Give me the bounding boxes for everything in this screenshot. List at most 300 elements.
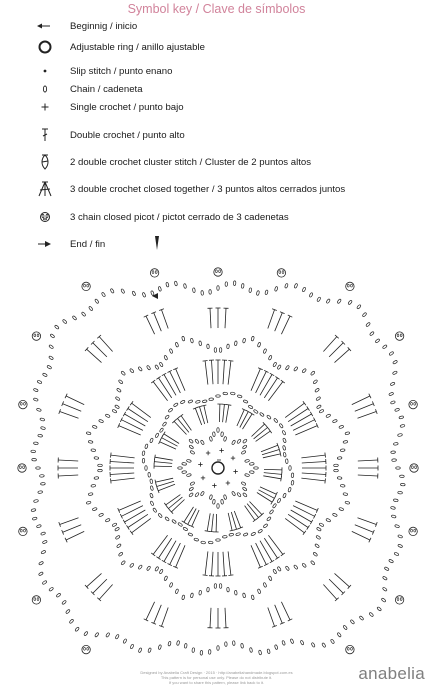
chain-stitch [208,650,211,655]
chain-stitch [251,532,256,536]
chain-stitch [375,338,380,343]
chain-stitch [283,493,287,498]
chain-stitch [217,428,219,433]
picot-stitch [82,282,90,290]
picot-stitch [82,645,90,653]
picot-chain [24,402,26,405]
chain-stitch [263,582,267,587]
double-crochet-stitch [226,405,229,423]
chart-end-marker [155,236,159,250]
chain-stitch [257,589,261,594]
chain-stitch [273,569,277,574]
double-crochet-stitch [58,460,78,461]
chain-stitch [337,632,342,637]
chain-stitch [391,515,396,519]
chain-stitch [337,299,342,304]
chain-stitch [393,442,398,445]
picot-stitch [395,596,403,604]
double-crochet-stitch [240,412,249,428]
chain-stitch [183,527,188,531]
chart-beginning-arrow [152,293,158,299]
double-crochet-stitch [264,378,277,398]
double-crochet-stitch [237,410,244,426]
double-crochet-stitch [251,369,260,391]
picot-stitch [410,464,418,472]
double-crochet-stitch [164,434,179,444]
chain-stitch [225,642,228,647]
chain-stitch [50,334,55,339]
chain-stitch [172,519,177,524]
picot-chain [20,402,22,405]
chain-stitch [227,344,230,349]
double-crochet-stitch [291,510,312,522]
double-crochet-stitch [110,462,134,464]
double-crochet-stitch [160,442,176,449]
chain-stitch [393,499,398,502]
chain-stitch [334,464,339,466]
adjustable-ring-icon [34,39,56,55]
double-crochet-stitch [63,525,81,533]
chain-stitch [146,566,151,571]
chain-stitch [168,641,172,646]
double-crochet-stitch [323,337,336,352]
double-crochet-stitch [212,514,214,532]
chain-stitch [231,440,235,445]
chain-stitch [178,522,183,527]
chain-stitch [316,527,321,531]
chain-stitch [153,508,158,513]
chain-stitch [263,523,268,528]
chain-stitch [49,356,54,361]
picot-chain [397,598,399,601]
chain-stitch [231,491,235,496]
chain-stitch [174,281,177,286]
chain-stitch [212,499,215,504]
double-crochet-stitch [352,531,370,540]
chain-stitch [186,459,191,462]
legend-label: Chain / cadeneta [70,83,143,95]
chain-stitch [230,392,235,395]
chain-stitch [258,529,263,534]
double-crochet-top [307,406,310,410]
double-crochet-stitch [281,602,290,620]
chain-stitch [33,398,38,402]
double-crochet-stitch [184,507,194,522]
chain-stitch [315,388,320,393]
double-crochet-stitch [87,573,102,586]
chain-stitch [94,477,99,480]
double-crochet-stitch [58,475,78,476]
chain-stitch [241,283,244,288]
chain-stitch [36,467,41,469]
chain-stitch [38,434,43,437]
picot-chain [282,271,284,274]
chain-stitch [313,379,318,384]
picot-chain [347,284,349,287]
chain-stitch [168,408,173,413]
chain-stitch [241,450,246,454]
double-crochet-top [209,531,214,532]
picot-icon [34,209,56,225]
double-crochet-stitch [295,501,317,510]
double-crochet-top [230,530,235,531]
chain-stitch [395,524,400,528]
chain-stitch [217,646,219,651]
chain-stitch [92,507,97,511]
double-crochet-top [310,520,313,524]
chain-stitch [337,477,342,480]
chain-stitch [42,580,47,585]
double-crochet-top [303,401,306,405]
chain-stitch [216,395,221,397]
double-crochet-stitch [174,421,186,434]
chain-stitch [294,283,298,288]
chain-stitch [285,459,288,464]
chain-stitch [42,373,47,377]
double-crochet-top [307,525,310,529]
double-crochet-stitch [162,608,169,627]
chain-stitch [332,419,337,423]
legend-row-adjustable-ring [34,39,205,55]
chain-stitch [146,365,151,370]
chain-stitch [148,648,152,653]
double-crochet-stitch [99,585,112,600]
chain-stitch [32,517,37,521]
double-crochet-stitch [245,506,255,521]
chain-stitch [366,322,371,327]
chain-stitch [31,508,36,511]
double-crochet-stitch [247,504,258,518]
double-crochet-stitch [162,438,178,447]
picot-chain [397,334,399,337]
chain-stitch [49,587,54,592]
chain-stitch [37,380,42,384]
picot-chain [20,466,22,469]
chain-stitch [394,552,399,556]
chain-stitch [242,445,247,450]
double-crochet-stitch [153,535,167,554]
chain-stitch [234,341,237,346]
chain-stitch [350,619,355,624]
double-crochet-stitch [335,573,350,586]
double-crochet-stitch [293,506,315,517]
chain-stitch [216,539,221,541]
chain-stitch [251,595,255,600]
double-crochet-top [269,429,272,433]
chain-stitch [142,451,145,456]
chain-stitch [208,541,213,544]
picot-stitch [150,269,158,277]
chain-stitch [237,439,242,444]
double-crochet-stitch [263,454,281,458]
chain-stitch [302,287,306,292]
chain-stitch [285,365,290,370]
legend-row-double-crochet [34,127,185,143]
chain-stitch [36,408,41,412]
double-crochet-stitch [171,500,184,512]
double-crochet-top [275,557,279,560]
double-crochet-stitch [60,518,79,525]
picot-chain [216,270,218,273]
chain-stitch [282,445,286,450]
double-crochet-stitch [329,579,343,593]
double-crochet-top [111,478,112,483]
double-crochet-top [164,503,167,507]
legend-label: Adjustable ring / anillo ajustable [70,41,205,53]
chain-stitch [221,432,224,437]
double-crochet-stitch [251,545,260,567]
double-crochet-stitch [146,316,155,334]
legend-row-picot [34,209,289,225]
chain-stitch [182,462,187,465]
picot-stitch [346,645,354,653]
chain-stitch [395,408,400,412]
double-crochet-stitch [63,404,81,412]
chain-stitch [115,634,119,639]
double-crochet-stitch [132,518,151,532]
double-crochet-top [162,373,166,376]
chain-stitch [183,284,186,289]
chain-stitch [190,450,195,454]
double-crochet-stitch [162,310,169,329]
single-crochet-cross-icon [34,99,56,115]
chain-stitch [195,400,200,404]
double-crochet-stitch [166,495,181,505]
double-crochet-top [281,380,285,383]
double-crochet-top [250,413,254,416]
legend-label: Beginnig / inicio [70,20,138,32]
chain-stitch [277,365,281,370]
double-crochet-stitch [176,545,185,567]
three-dc-together-icon [34,181,56,197]
double-crochet-stitch [216,514,217,532]
chain-stitch [243,400,248,404]
double-crochet-stitch [154,313,162,332]
legend-row-beginning [34,18,137,34]
double-crochet-stitch [66,396,84,405]
chain-stitch [195,439,200,444]
double-crochet-stitch [125,414,146,426]
chain-stitch [273,418,278,423]
chain-stitch [209,495,212,500]
chain-stitch [150,438,154,443]
chain-stitch [209,398,214,401]
chain-stitch [40,418,45,422]
double-crochet-top [179,414,183,417]
chain-stitch [150,501,154,506]
chain-stitch [382,344,387,349]
chain-stitch [150,493,154,498]
double-crochet-stitch [205,361,208,385]
chain-stitch [288,487,292,492]
chain-stitch [116,543,121,548]
double-crochet-top [155,480,156,485]
chain-stitch [302,563,307,568]
double-crochet-stitch [254,428,268,439]
double-crochet-stitch [358,518,377,525]
chain-stitch [237,492,242,497]
double-crochet-top [154,459,155,464]
double-crochet-stitch [268,535,282,554]
chain-stitch [291,480,294,485]
double-crochet-top [281,553,285,556]
double-crochet-top [123,412,126,416]
chain-stitch [165,516,170,521]
double-crochet-stitch [301,478,325,481]
picot-stitch [395,332,403,340]
double-crochet-top [280,451,281,456]
double-crochet-stitch [302,462,326,464]
chain-stitch [115,396,120,401]
chain-stitch [393,360,398,364]
chain-stitch [339,425,344,429]
double-crochet-top [310,412,313,416]
picot-stitch [32,332,40,340]
chain-stitch [316,535,321,540]
chain-stitch [94,457,99,460]
picot-chain [411,402,413,405]
chain-stitch [98,469,103,471]
chain-stitch [268,355,272,360]
double-crochet-stitch [329,343,343,357]
picot-chain [20,529,22,532]
double-crochet-top [270,560,274,563]
double-crochet-stitch [212,360,214,384]
chain-stitch [121,289,125,294]
chain-stitch [99,419,104,423]
legend-row-chain [34,81,143,97]
picot-chain [84,284,86,287]
chain-stitch [332,513,337,517]
chain-stitch [315,543,320,548]
chain-stitch [249,648,252,653]
double-crochet-stitch [358,460,378,461]
adjustable-ring [212,462,224,474]
double-crochet-stitch [111,478,135,481]
chain-stitch [115,535,120,540]
chain-stitch [382,587,387,592]
double-crochet-stitch [256,431,271,441]
chain-stitch [340,449,345,452]
double-crochet-stitch [110,473,134,475]
chain-stitch [277,566,281,571]
chain-stitch [91,484,96,487]
double-crochet-stitch [358,412,377,419]
double-crochet-top [111,453,112,458]
chain-stitch [242,593,245,598]
chain-stitch [182,336,186,341]
chain-stitch [31,450,36,453]
chain-stitch [192,648,195,653]
chain-stitch [62,319,67,324]
chain-stitch [169,582,173,587]
picot-chain [34,334,36,337]
double-crochet-stitch [159,538,172,558]
chain-stitch [225,282,228,287]
double-crochet-top [130,401,133,405]
double-crochet-stitch [260,487,276,494]
chain-stitch [33,388,38,392]
chain-stitch [132,291,136,296]
double-crochet-top [222,404,227,405]
chain-stitch [175,342,179,347]
double-crochet-stitch [335,349,350,362]
chain-stitch [337,457,342,460]
double-crochet-stitch [225,608,226,628]
chain-stitch [241,643,244,648]
beginning-arrow-icon [34,18,56,34]
double-crochet-stitch [288,514,308,527]
double-crochet-stitch [355,404,374,412]
chain-stitch [334,469,339,471]
chain-stitch [227,587,230,592]
picot-chain [87,284,89,287]
chain-stitch [236,532,241,536]
chain-stitch [32,458,37,461]
chain-stitch [283,452,286,457]
chain-stitch [54,325,59,330]
double-crochet-top [156,377,160,380]
chain-stitch [310,371,315,376]
double-crochet-top [271,500,274,504]
double-crochet-stitch [263,476,281,479]
chain-stitch [158,645,162,650]
chain-stitch [400,475,405,478]
legend-row-three-dc-together [34,181,345,197]
double-crochet-stitch [156,478,174,482]
chain-stitch [322,643,326,648]
chain-stitch [214,584,216,589]
legend-label: Slip stitch / punto enano [70,65,173,77]
double-crochet-top [205,531,210,532]
double-crochet-stitch [256,371,267,393]
chain-stitch [175,589,179,594]
chain-stitch [316,396,321,401]
picot-stitch [18,464,26,472]
picot-chain [87,647,89,650]
chain-stitch [241,481,246,485]
legend-label: 3 double crochet closed together / 3 puntos altos cerrados juntos [70,183,346,195]
chain-stitch [47,365,52,369]
double-crochet-top [123,520,126,524]
picot-chain [351,284,353,287]
double-crochet-top [130,531,133,535]
chain-stitch [118,552,123,557]
chain-stitch [221,499,224,504]
two-dc-cluster-icon [34,154,56,170]
chain-stitch [138,565,143,570]
picot-chain [279,271,281,274]
double-crochet-stitch [205,551,208,575]
chain-stitch [106,632,111,637]
chain-stitch [88,306,93,311]
double-crochet-stitch [119,426,141,435]
double-crochet-stitch [293,420,315,431]
chain-stitch [209,436,212,441]
double-crochet-stitch [119,501,141,510]
double-crochet-top [253,519,257,522]
chain-stitch [282,640,286,645]
picot-chain [414,529,416,532]
double-crochet-stitch [153,382,167,401]
chain-stitch [381,598,386,603]
chain-stitch [118,379,123,384]
chain-stitch [399,416,404,420]
double-crochet-stitch [159,378,172,398]
chain-stitch [214,348,216,353]
chain-stitch [242,487,247,492]
chain-stitch [266,516,271,521]
